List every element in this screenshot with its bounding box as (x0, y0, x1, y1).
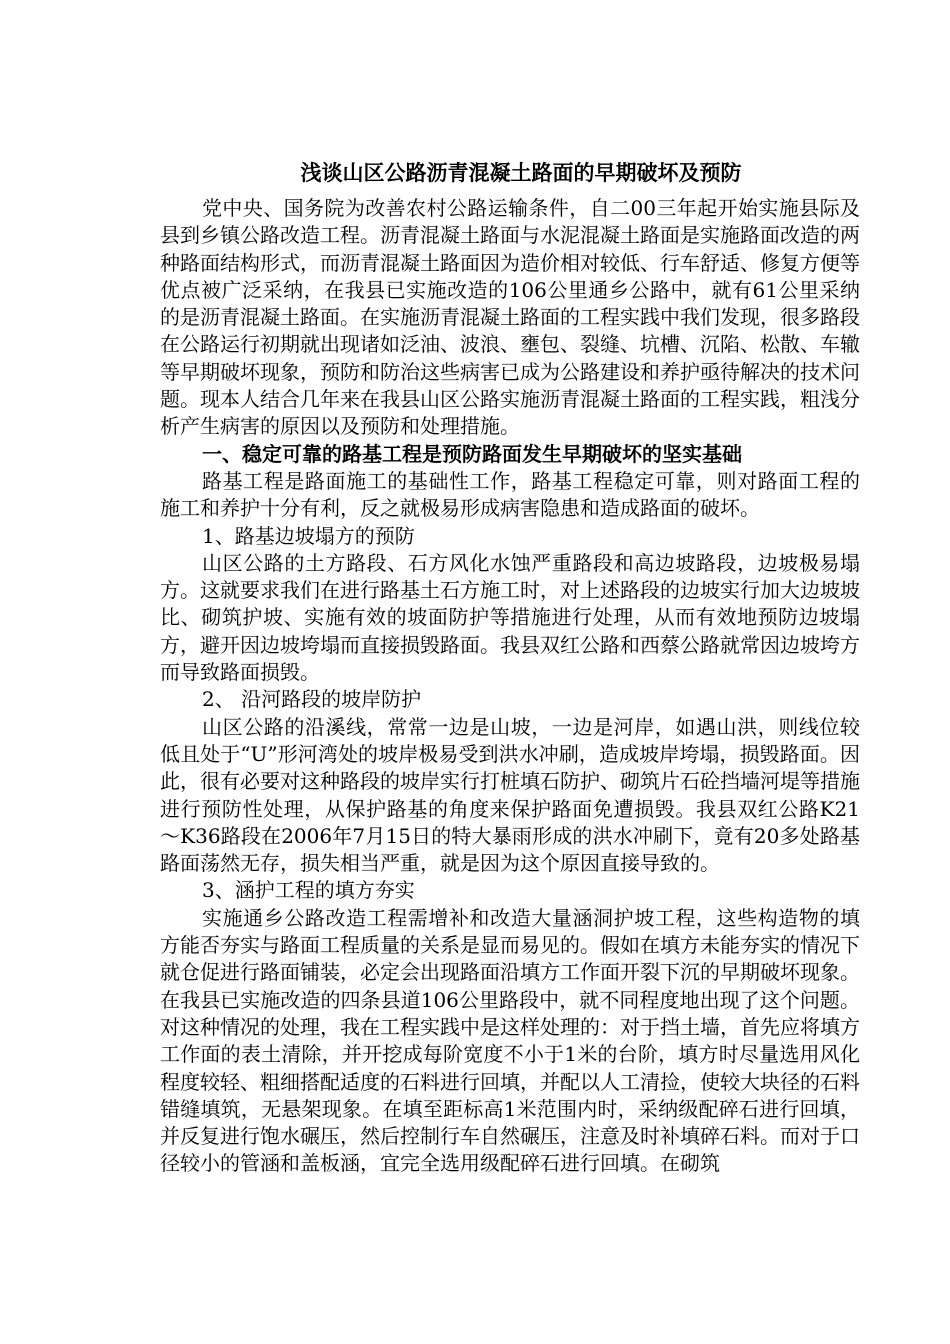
subsection-2-paragraph: 山区公路的沿溪线，常常一边是山坡，一边是河岸，如遇山洪，则线位较低且处于“U”形河湾处的坡岸极易受到洪水冲刷，造成坡岸垮塌，损毁路面。因此，很有必要对这种路段的坡岸实行打桩填石防护、砌筑片石砼挡墙河堤等措施进行预防性处理，从保护路基的角度来保护路面免遭损毁。我县双红公路K21～K36路段在2006年7月15日的特大暴雨形成的洪水冲刷下，竟有20多处路基路面荡然无存，损失相当严重，就是因为这个原因直接导致的。 (160, 714, 860, 876)
intro-paragraph: 党中央、国务院为改善农村公路运输条件，自二00三年起开始实施县际及县到乡镇公路改造工程。沥青混凝土路面与水泥混凝土路面是实施路面改造的两种路面结构形式，而沥青混凝土路面因为造价相对较低、行车舒适、修复方便等优点被广泛采纳，在我县已实施改造的106公里通乡公路中，就有61公里采纳的是沥青混凝土路面。在实施沥青混凝土路面的工程实践中我们发现，很多路段在公路运行初期就出现诸如泛油、波浪、壅包、裂缝、坑槽、沉陷、松散、车辙等早期破坏现象，预防和防治这些病害已成为公路建设和养护亟待解决的技术问题。现本人结合几年来在我县山区公路实施沥青混凝土路面的工程实践，粗浅分析产生病害的原因以及预防和处理措施。 (160, 196, 860, 439)
section-1-heading: 一、稳定可靠的路基工程是预防路面发生早期破坏的坚实基础 (202, 441, 742, 466)
subsection-3-paragraph: 实施通乡公路改造工程需增补和改造大量涵洞护坡工程，这些构造物的填方能否夯实与路面工程质量的关系是显而易见的。假如在填方未能夯实的情况下就仓促进行路面铺装，必定会出现路面沿填方工作面开裂下沉的早期破坏现象。在我县已实施改造的四条县道106公里路段中，就不同程度地出现了这个问题。对这种情况的处理，我在工程实践中是这样处理的：对于挡土墙，首先应将填方工作面的表土清除，并开挖成每阶宽度不小于1米的台阶，填方时尽量选用风化程度较轻、粗细搭配适度的石料进行回填，并配以人工清捡，使较大块径的石料错缝填筑，无悬架现象。在填至距标高1米范围内时，采纳级配碎石进行回填，并反复进行饱水碾压，然后控制行车自然碾压，注意及时补填碎石料。而对于口径较小的管涵和盖板涵，宜完全选用级配碎石进行回填。在砌筑 (160, 905, 860, 1176)
subsection-1-paragraph: 山区公路的土方路段、石方风化水蚀严重路段和高边坡路段，边坡极易塌方。这就要求我们在进行路基土石方施工时，对上述路段的边坡实行加大边坡坡比、砌筑护坡、实施有效的坡面防护等措施进行处理，从而有效地预防边坡塌方，避开因边坡垮塌而直接损毁路面。我县双红公路和西蔡公路就常因边坡垮方而导致路面损毁。 (160, 550, 860, 685)
document-page (160, 157, 860, 1178)
subsection-3-heading: 3、涵护工程的填方夯实 (202, 878, 415, 903)
document-title: 浅谈山区公路沥青混凝土路面的早期破坏及预防 (300, 161, 742, 185)
section-1-paragraph: 路基工程是路面施工的基础性工作，路基工程稳定可靠，则对路面工程的施工和养护十分有利，反之就极易形成病害隐患和造成路面的破坏。 (160, 468, 860, 521)
subsection-1-heading: 1、路基边坡塌方的预防 (202, 523, 415, 548)
subsection-2-heading: 2、 沿河路段的坡岸防护 (202, 687, 422, 712)
